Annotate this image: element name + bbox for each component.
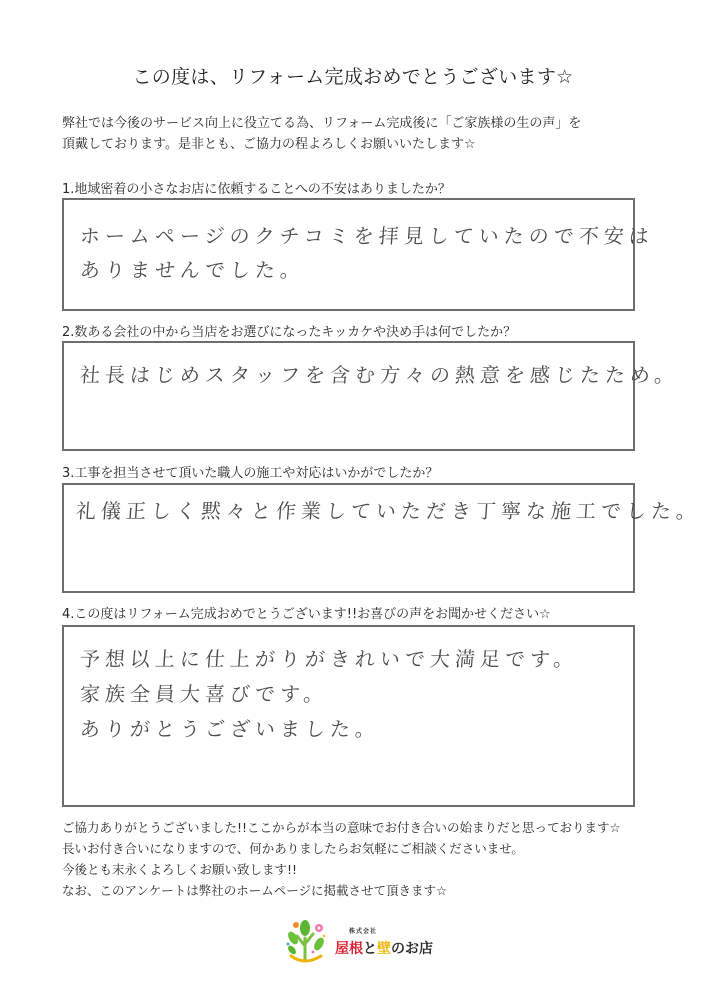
- answer-4-line-1: 予想以上に仕上がりがきれいで大満足です。: [79, 647, 580, 671]
- logo-name-part-wall: 壁: [377, 941, 391, 957]
- question-4-label: 4.この度はリフォーム完成おめでとうございます!!お喜びの声をお聞かせください☆: [62, 607, 551, 622]
- logo-corp-type: 株式会社: [349, 928, 378, 935]
- answer-4-line-3: ありがとうございました。: [79, 717, 381, 741]
- answer-1-line-1: ホームページのクチコミを拝見していたので不安は: [79, 224, 655, 248]
- answer-box-4: [62, 625, 635, 807]
- page-title: この度は、リフォーム完成おめでとうございます☆: [132, 66, 574, 88]
- answer-box-3: [62, 483, 702, 593]
- logo-company-name: [335, 938, 433, 958]
- logo-name-part-and: と: [363, 941, 377, 957]
- answer-4-line-2: 家族全員大喜びです。: [79, 682, 330, 706]
- answer-2-line-1: 社長はじめスタッフを含む方々の熱意を感じたため。: [79, 363, 681, 387]
- intro-text: [62, 113, 662, 155]
- logo-name-part-roof: 屋根: [335, 941, 363, 957]
- company-logo: [283, 918, 433, 968]
- question-2-label: 2.数ある会社の中から当店をお選びになったキッカケや決め手は何でしたか？: [62, 325, 517, 340]
- answer-1-line-2: ありませんでした。: [79, 258, 306, 282]
- closing-line: ご協力ありがとうございました!!ここからが本当の意味でお付き合いの始まりだと思っております☆: [62, 820, 621, 835]
- answer-box-2: [62, 341, 681, 451]
- closing-line: 今後とも末永くよろしくお願い致します!!: [62, 862, 298, 877]
- logo-name-part-shop: のお店: [391, 941, 433, 957]
- answer-box-1: [62, 198, 655, 311]
- closing-line: なお、このアンケートは弊社のホームページに掲載させて頂きます☆: [62, 883, 448, 898]
- answer-3-line-1: 礼儀正しく黙々と作業していただき丁寧な施工でした。: [75, 499, 702, 523]
- question-1-label: 1.地域密着の小さなお店に依頼することへの不安はありましたか？: [62, 182, 451, 197]
- sprout-flower-logo-icon: [283, 918, 331, 964]
- question-3-label: 3.工事を担当させて頂いた職人の施工や対応はいかがでしたか？: [62, 466, 439, 481]
- closing-message: [62, 817, 621, 901]
- intro-line: 弊社では今後のサービス向上に役立てる為、リフォーム完成後に「ご家族様の生の声」を: [62, 116, 582, 131]
- closing-line: 長いお付き合いになりますので、何かありましたらお気軽にご相談くださいませ。: [62, 841, 524, 856]
- intro-line: 頂戴しております。是非とも、ご協力の程よろしくお願いいたします☆: [62, 137, 476, 152]
